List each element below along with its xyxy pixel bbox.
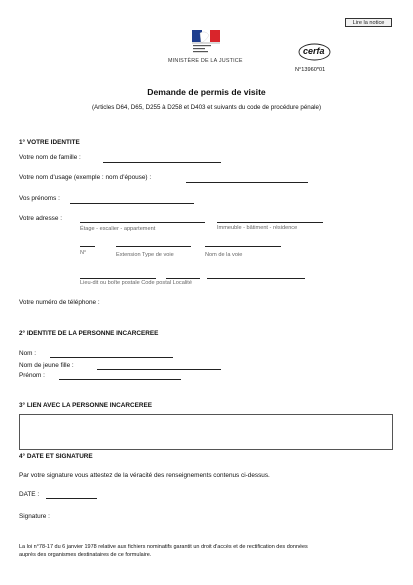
address-street-type-field[interactable]: [116, 246, 191, 247]
inmate-first-name-label: Prénom :: [19, 372, 45, 379]
section4-heading: 4° DATE ET SIGNATURE: [19, 453, 93, 460]
page-subtitle: (Articles D64, D65, D255 à D258 et D403 et suivants du code de procédure pénale): [91, 104, 322, 111]
locality-hint: Lieu-dit ou boîte postale Code postal Localité: [80, 280, 192, 286]
ministry-name: MINISTÈRE DE LA JUSTICE: [168, 58, 243, 64]
date-field[interactable]: [46, 498, 97, 499]
footer-note-line2: auprès des organismes destinataires de ce formulaire.: [19, 552, 152, 558]
usage-name-label: Votre nom d'usage (exemple : nom d'épouse) :: [19, 174, 152, 181]
relationship-textbox[interactable]: [19, 414, 393, 450]
building-hint: Immeuble - bâtiment - résidence: [217, 225, 298, 231]
address-street-name-field[interactable]: [205, 246, 281, 247]
phone-label: Votre numéro de téléphone :: [19, 299, 100, 306]
signature-label: Signature :: [19, 513, 50, 520]
read-notice-button[interactable]: Lire la notice: [345, 18, 392, 27]
inmate-maiden-name-label: Nom de jeune fille :: [19, 362, 74, 369]
cerfa-logo: [298, 43, 331, 61]
section3-heading: 3° LIEN AVEC LA PERSONNE INCARCEREE: [19, 402, 152, 409]
address-floor-field[interactable]: [80, 222, 205, 223]
street-type-hint: Extension Type de voie: [116, 252, 174, 258]
date-label: DATE :: [19, 491, 40, 498]
usage-name-field[interactable]: [186, 182, 308, 183]
address-building-field[interactable]: [217, 222, 323, 223]
address-city-field[interactable]: [207, 278, 305, 279]
inmate-maiden-name-field[interactable]: [97, 369, 221, 370]
inmate-first-name-field[interactable]: [59, 379, 181, 380]
number-hint: N°: [80, 250, 87, 256]
section1-heading: 1° VOTRE IDENTITE: [19, 139, 80, 146]
first-names-field[interactable]: [70, 203, 194, 204]
attestation-text: Par votre signature vous attestez de la véracité des renseignements contenus ci-dessus.: [19, 472, 270, 479]
street-name-hint: Nom de la voie: [205, 252, 243, 258]
address-label: Votre adresse :: [19, 215, 62, 222]
floor-hint: Étage - escalier - appartement: [80, 226, 156, 232]
section2-heading: 2° IDENTITE DE LA PERSONNE INCARCEREE: [19, 330, 159, 337]
cerfa-number: N°13960*01: [295, 67, 326, 73]
footer-note-line1: La loi n°78-17 du 6 janvier 1978 relative aux fichiers nominatifs garantit un droit d'accès et de rectification des données: [19, 544, 308, 550]
ministry-logo: [168, 29, 243, 69]
first-names-label: Vos prénoms :: [19, 195, 60, 202]
inmate-name-field[interactable]: [50, 357, 173, 358]
last-name-label: Votre nom de famille :: [19, 154, 81, 161]
address-number-field[interactable]: [80, 246, 95, 247]
inmate-name-label: Nom :: [19, 350, 37, 357]
address-locality-field[interactable]: [80, 278, 156, 279]
address-postal-code-field[interactable]: [166, 278, 200, 279]
cerfa-logo-text: cerfa: [303, 46, 325, 56]
last-name-field[interactable]: [103, 162, 221, 163]
page-title: Demande de permis de visite: [147, 87, 266, 97]
